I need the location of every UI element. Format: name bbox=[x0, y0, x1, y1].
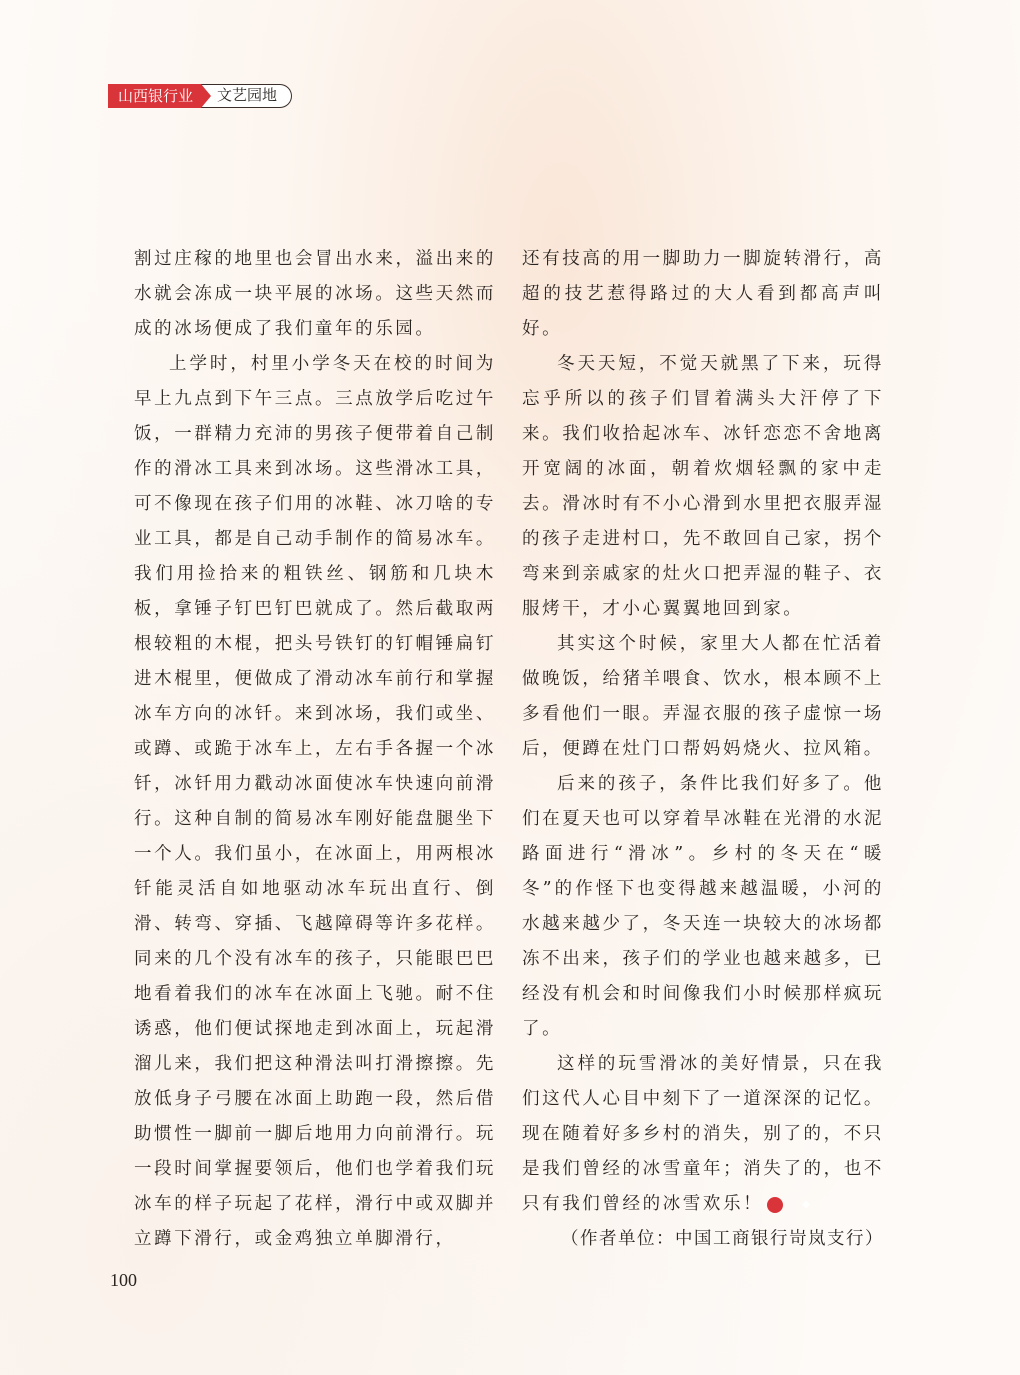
section-tag-column: 文艺园地 bbox=[201, 84, 292, 108]
paragraph: 割过庄稼的地里也会冒出水来，溢出来的水就会冻成一块平展的冰场。这些天然而成的冰场便成了我们童年的乐园。 bbox=[134, 249, 496, 339]
author-affiliation: （作者单位：中国工商银行岢岚支行） bbox=[561, 1229, 884, 1249]
section-tag bbox=[108, 84, 292, 108]
article-column-left bbox=[134, 242, 496, 1257]
paragraph: 其实这个时候，家里大人都在忙活着做晚饭，给猪羊喂食、饮水，根本顾不上多看他们一眼。弄湿衣服的孩子虚惊一场后，便蹲在灶门口帮妈妈烧火、拉风箱。 bbox=[522, 634, 884, 759]
article-column-right bbox=[522, 242, 884, 1257]
section-tag-publication: 山西银行业 bbox=[108, 84, 201, 108]
paragraph: 后来的孩子，条件比我们好多了。他们在夏天也可以穿着旱冰鞋在光滑的水泥路面进行“滑冰”。乡村的冬天在“暖冬”的作怪下也变得越来越温暖，小河的水越来越少了，冬天连一块较大的冰场都冻不出来，孩子们的学业也越来越多，已经没有机会和时间像我们小时候那样疯玩了。 bbox=[522, 774, 884, 1039]
paragraph: 冬天天短，不觉天就黑了下来，玩得忘乎所以的孩子们冒着满头大汗停了下来。我们收拾起冰车、冰钎恋恋不舍地离开宽阔的冰面，朝着炊烟轻飘的家中走去。滑冰时有不小心滑到水里把衣服弄湿的孩子走进村口，先不敢回自己家，拐个弯来到亲戚家的灶火口把弄湿的鞋子、衣服烤干，才小心翼翼地回到家。 bbox=[522, 354, 884, 619]
paragraph-last bbox=[522, 1047, 884, 1222]
paragraph: 上学时，村里小学冬天在校的时间为早上九点到下午三点。三点放学后吃过午饭，一群精力充沛的男孩子便带着自己制作的滑冰工具来到冰场。这些滑冰工具，可不像现在孩子们用的冰鞋、冰刀啥的专业工具，都是自己动手制作的简易冰车。我们用捡拾来的粗铁丝、钢筋和几块木板，拿锤子钉巴钉巴就成了。然后截取两根较粗的木棍，把头号铁钉的钉帽锤扁钉进木棍里，便做成了滑动冰车前行和掌握冰车方向的冰钎。来到冰场，我们或坐、或蹲、或跪于冰车上，左右手各握一个冰钎，冰钎用力戳动冰面使冰车快速向前滑行。这种自制的简易冰车刚好能盘腿坐下一个人。我们虽小，在冰面上，用两根冰钎能灵活自如地驱动冰车玩出直行、倒滑、转弯、穿插、飞越障碍等许多花样。同来的几个没有冰车的孩子，只能眼巴巴地看着我们的冰车在冰面上飞驰。耐不住诱惑，他们便试探地走到冰面上，玩起滑溜儿来，我们把这种滑法叫打滑擦擦。先放低身子弓腰在冰面上助跑一段，然后借助惯性一脚前一脚后地用力向前滑行。玩一段时间掌握要领后，他们也学着我们玩冰车的样子玩起了花样，滑行中或双脚并立蹲下滑行，或金鸡独立单脚滑行， bbox=[134, 354, 496, 1249]
end-mark-icon: ◆ bbox=[767, 1197, 783, 1213]
page-number: 100 bbox=[110, 1270, 137, 1290]
paragraph: 还有技高的用一脚助力一脚旋转滑行，高超的技艺惹得路过的大人看到都高声叫好。 bbox=[522, 249, 884, 339]
paragraph-text: 这样的玩雪滑冰的美好情景，只在我们这代人心目中刻下了一道深深的记忆。现在随着好多乡村的消失，别了的，不只是我们曾经的冰雪童年；消失了的，也不只有我们曾经的冰雪欢乐！ bbox=[522, 1054, 884, 1214]
